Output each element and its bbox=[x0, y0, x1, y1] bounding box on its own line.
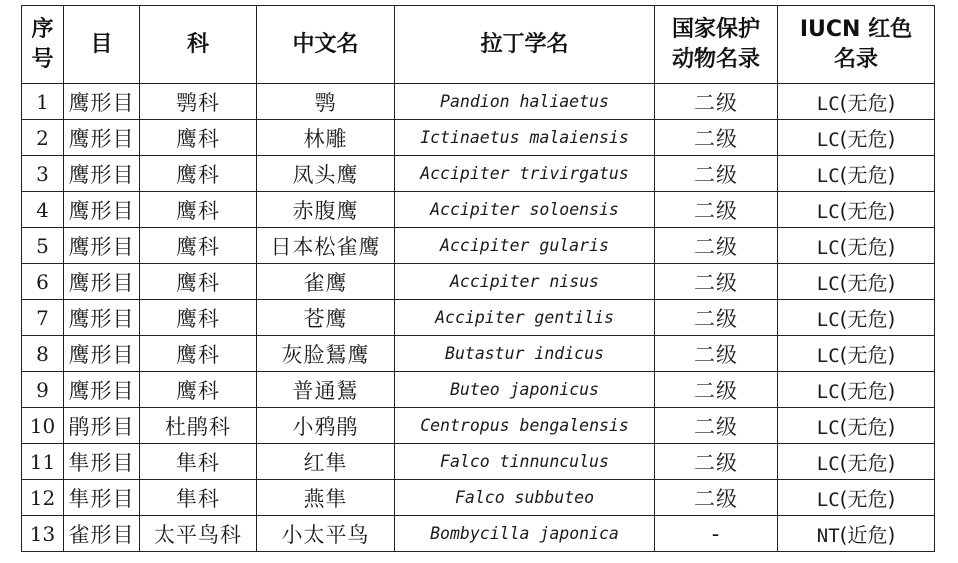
cell-chinese-name: 凤头鹰 bbox=[257, 156, 395, 192]
iucn-status: (无危) bbox=[839, 91, 896, 115]
iucn-status: (无危) bbox=[839, 343, 896, 367]
cell-no: 5 bbox=[22, 228, 64, 264]
iucn-status: (无危) bbox=[839, 235, 896, 259]
header-no bbox=[22, 6, 64, 84]
cell-chinese-name: 雀鹰 bbox=[257, 264, 395, 300]
cell-order: 鹰形目 bbox=[64, 120, 140, 156]
cell-no: 7 bbox=[22, 300, 64, 336]
cell-no: 13 bbox=[22, 516, 64, 552]
cell-order: 鹰形目 bbox=[64, 228, 140, 264]
cell-no: 1 bbox=[22, 84, 64, 120]
table-row bbox=[22, 300, 935, 336]
cell-iucn bbox=[778, 444, 935, 480]
iucn-code: LC bbox=[816, 93, 840, 115]
cell-order: 雀形目 bbox=[64, 516, 140, 552]
cell-family: 鹰科 bbox=[140, 156, 257, 192]
cell-latin-name: Bombycilla japonica bbox=[395, 516, 655, 552]
cell-iucn bbox=[778, 84, 935, 120]
cell-latin-name: Falco subbuteo bbox=[395, 480, 655, 516]
header-no-line2: 号 bbox=[31, 46, 54, 72]
cell-chinese-name: 灰脸鵟鹰 bbox=[257, 336, 395, 372]
cell-protection: 二级 bbox=[655, 408, 778, 444]
cell-protection: 二级 bbox=[655, 192, 778, 228]
table-row bbox=[22, 156, 935, 192]
table-row bbox=[22, 192, 935, 228]
cell-family: 太平鸟科 bbox=[140, 516, 257, 552]
cell-chinese-name: 小鸦鹃 bbox=[257, 408, 395, 444]
cell-iucn bbox=[778, 228, 935, 264]
cell-protection: 二级 bbox=[655, 156, 778, 192]
cell-order: 隼形目 bbox=[64, 444, 140, 480]
iucn-code: LC bbox=[816, 309, 840, 331]
header-protection bbox=[655, 6, 778, 84]
cell-iucn bbox=[778, 408, 935, 444]
cell-no: 3 bbox=[22, 156, 64, 192]
cell-iucn bbox=[778, 156, 935, 192]
cell-latin-name: Accipiter gentilis bbox=[395, 300, 655, 336]
iucn-code: LC bbox=[816, 165, 840, 187]
cell-no: 10 bbox=[22, 408, 64, 444]
cell-order: 鹰形目 bbox=[64, 300, 140, 336]
iucn-status: (无危) bbox=[839, 271, 896, 295]
cell-no: 4 bbox=[22, 192, 64, 228]
iucn-code: LC bbox=[816, 345, 840, 367]
table-body bbox=[22, 84, 935, 552]
cell-protection: 二级 bbox=[655, 300, 778, 336]
cell-protection: 二级 bbox=[655, 228, 778, 264]
cell-iucn bbox=[778, 516, 935, 552]
table-row bbox=[22, 264, 935, 300]
cell-family: 鹰科 bbox=[140, 228, 257, 264]
iucn-status: (无危) bbox=[839, 307, 896, 331]
cell-iucn bbox=[778, 480, 935, 516]
table-row bbox=[22, 408, 935, 444]
cell-order: 隼形目 bbox=[64, 480, 140, 516]
iucn-status: (无危) bbox=[839, 487, 896, 511]
iucn-status: (无危) bbox=[839, 415, 896, 439]
iucn-status: (无危) bbox=[839, 379, 896, 403]
cell-family: 鹰科 bbox=[140, 300, 257, 336]
cell-latin-name: Accipiter trivirgatus bbox=[395, 156, 655, 192]
cell-chinese-name: 普通鵟 bbox=[257, 372, 395, 408]
cell-chinese-name: 小太平鸟 bbox=[257, 516, 395, 552]
cell-protection: 二级 bbox=[655, 336, 778, 372]
cell-no: 2 bbox=[22, 120, 64, 156]
cell-family: 隼科 bbox=[140, 480, 257, 516]
header-order: 目 bbox=[64, 6, 140, 84]
iucn-code: LC bbox=[816, 129, 840, 151]
cropped-caption bbox=[0, 0, 958, 4]
table-row bbox=[22, 516, 935, 552]
cell-latin-name: Buteo japonicus bbox=[395, 372, 655, 408]
cell-family: 鹰科 bbox=[140, 120, 257, 156]
cell-chinese-name: 林雕 bbox=[257, 120, 395, 156]
cell-family: 鹰科 bbox=[140, 336, 257, 372]
cell-family: 鹰科 bbox=[140, 192, 257, 228]
cell-iucn bbox=[778, 120, 935, 156]
cell-chinese-name: 红隼 bbox=[257, 444, 395, 480]
header-chinese-name: 中文名 bbox=[257, 6, 395, 84]
cell-family: 鹰科 bbox=[140, 372, 257, 408]
table-row bbox=[22, 480, 935, 516]
table-row bbox=[22, 444, 935, 480]
cell-iucn bbox=[778, 192, 935, 228]
iucn-code: LC bbox=[816, 417, 840, 439]
table-row bbox=[22, 228, 935, 264]
cell-no: 12 bbox=[22, 480, 64, 516]
cell-family: 隼科 bbox=[140, 444, 257, 480]
iucn-status: (近危) bbox=[839, 523, 896, 547]
cell-family: 鹗科 bbox=[140, 84, 257, 120]
cell-protection: 二级 bbox=[655, 264, 778, 300]
header-family: 科 bbox=[140, 6, 257, 84]
table-row bbox=[22, 84, 935, 120]
cell-latin-name: Ictinaetus malaiensis bbox=[395, 120, 655, 156]
cell-no: 6 bbox=[22, 264, 64, 300]
cell-chinese-name: 苍鹰 bbox=[257, 300, 395, 336]
header-row bbox=[22, 6, 935, 84]
iucn-code: LC bbox=[816, 453, 840, 475]
cell-protection: 二级 bbox=[655, 84, 778, 120]
header-protection-line1: 国家保护 bbox=[671, 16, 760, 42]
table-row bbox=[22, 336, 935, 372]
cell-order: 鹰形目 bbox=[64, 192, 140, 228]
header-protection-line2: 动物名录 bbox=[671, 46, 760, 72]
cell-protection: 二级 bbox=[655, 372, 778, 408]
cell-no: 8 bbox=[22, 336, 64, 372]
cell-no: 11 bbox=[22, 444, 64, 480]
iucn-code: LC bbox=[816, 273, 840, 295]
cell-no: 9 bbox=[22, 372, 64, 408]
protected-birds-table bbox=[21, 5, 935, 552]
cell-latin-name: Centropus bengalensis bbox=[395, 408, 655, 444]
cell-order: 鹰形目 bbox=[64, 336, 140, 372]
cell-order: 鹰形目 bbox=[64, 372, 140, 408]
cell-protection: 二级 bbox=[655, 444, 778, 480]
header-iucn-line1: IUCN 红色 bbox=[799, 16, 913, 42]
cell-order: 鹰形目 bbox=[64, 84, 140, 120]
iucn-code: LC bbox=[816, 201, 840, 223]
cell-order: 鹰形目 bbox=[64, 156, 140, 192]
cell-chinese-name: 日本松雀鹰 bbox=[257, 228, 395, 264]
header-iucn-line2: 名录 bbox=[833, 46, 878, 72]
cell-family: 鹰科 bbox=[140, 264, 257, 300]
cell-latin-name: Butastur indicus bbox=[395, 336, 655, 372]
cell-chinese-name: 鹗 bbox=[257, 84, 395, 120]
header-iucn bbox=[778, 6, 935, 84]
cell-latin-name: Accipiter gularis bbox=[395, 228, 655, 264]
cell-iucn bbox=[778, 336, 935, 372]
cell-protection: - bbox=[655, 516, 778, 552]
cell-order: 鹃形目 bbox=[64, 408, 140, 444]
iucn-code: LC bbox=[816, 381, 840, 403]
cell-iucn bbox=[778, 300, 935, 336]
cell-protection: 二级 bbox=[655, 480, 778, 516]
iucn-status: (无危) bbox=[839, 451, 896, 475]
table-row bbox=[22, 120, 935, 156]
cell-order: 鹰形目 bbox=[64, 264, 140, 300]
cell-protection: 二级 bbox=[655, 120, 778, 156]
header-no-line1: 序 bbox=[31, 16, 54, 42]
iucn-code: NT bbox=[816, 525, 840, 547]
cell-chinese-name: 燕隼 bbox=[257, 480, 395, 516]
cell-chinese-name: 赤腹鹰 bbox=[257, 192, 395, 228]
cell-latin-name: Falco tinnunculus bbox=[395, 444, 655, 480]
cell-iucn bbox=[778, 372, 935, 408]
cell-latin-name: Pandion haliaetus bbox=[395, 84, 655, 120]
iucn-status: (无危) bbox=[839, 127, 896, 151]
cell-latin-name: Accipiter soloensis bbox=[395, 192, 655, 228]
cell-family: 杜鹃科 bbox=[140, 408, 257, 444]
iucn-status: (无危) bbox=[839, 163, 896, 187]
header-latin-name: 拉丁学名 bbox=[395, 6, 655, 84]
iucn-status: (无危) bbox=[839, 199, 896, 223]
cell-latin-name: Accipiter nisus bbox=[395, 264, 655, 300]
cell-iucn bbox=[778, 264, 935, 300]
table-header bbox=[22, 6, 935, 84]
iucn-code: LC bbox=[816, 237, 840, 259]
table-row bbox=[22, 372, 935, 408]
iucn-code: LC bbox=[816, 489, 840, 511]
